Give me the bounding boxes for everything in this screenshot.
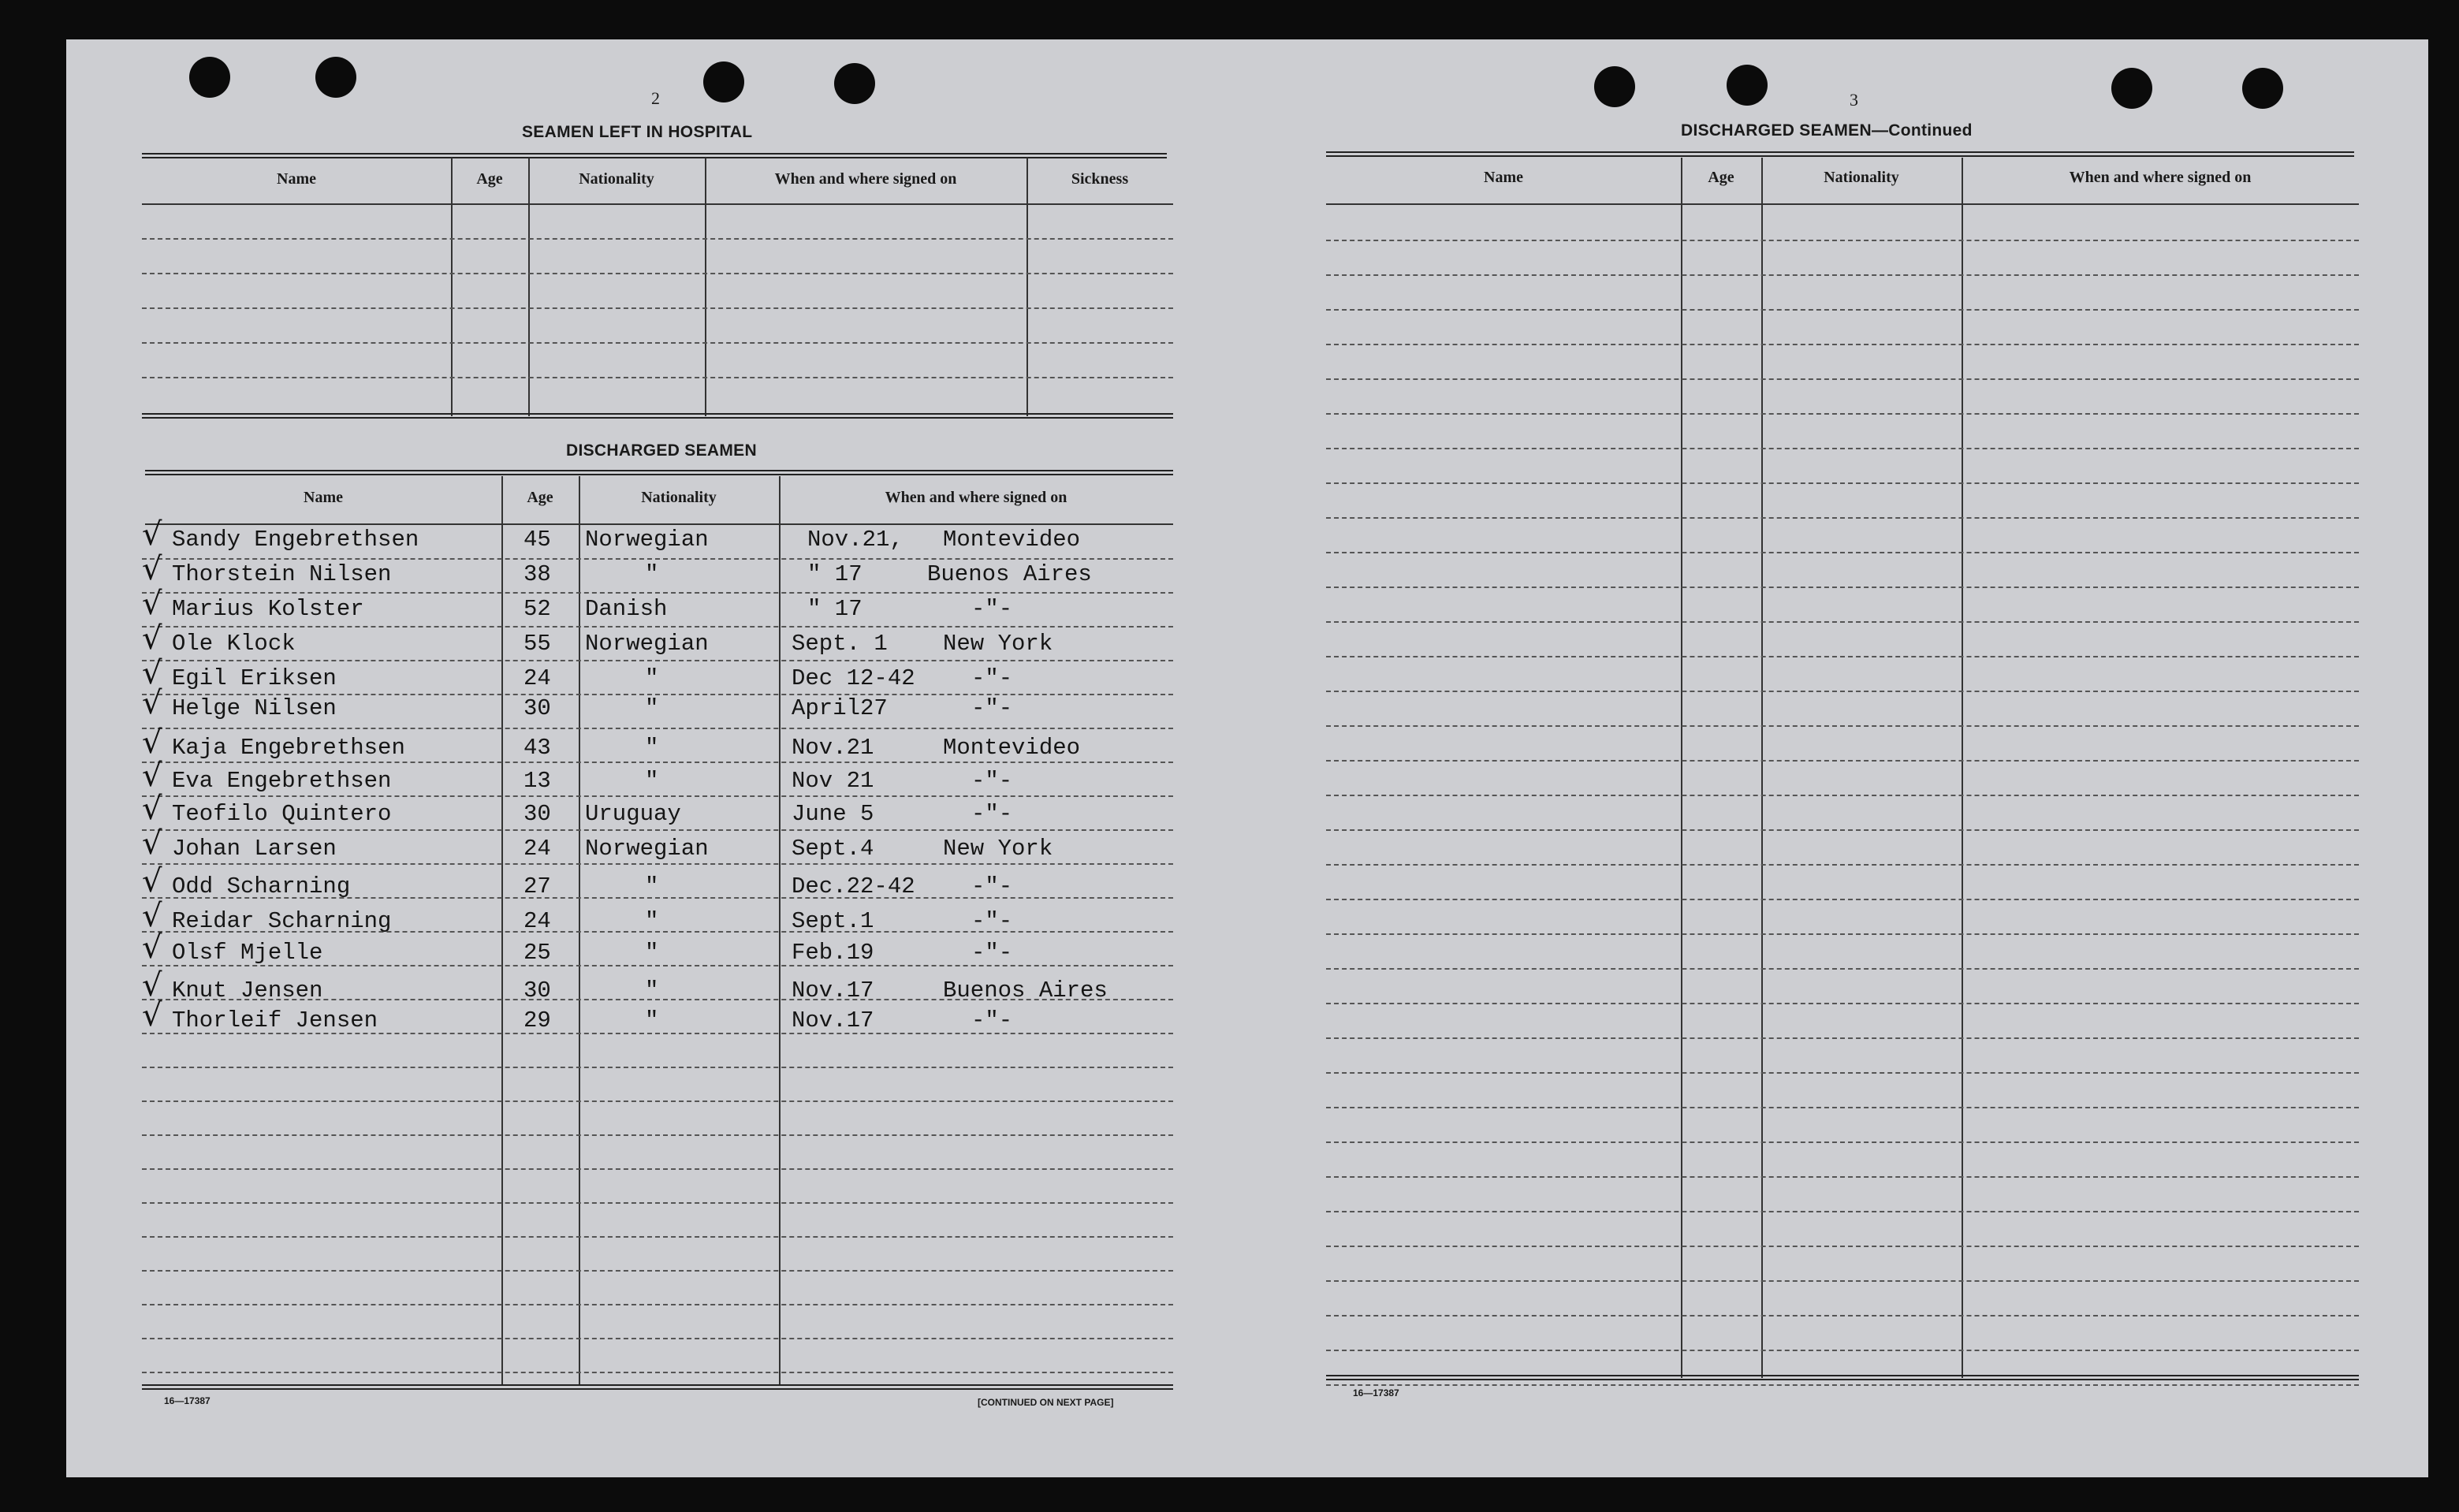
seaman-age: 13: [523, 768, 551, 794]
seaman-nationality: ": [645, 561, 659, 587]
seaman-nationality: ": [645, 1007, 659, 1033]
row-rule: [142, 863, 1173, 865]
column-header: When and where signed on: [885, 489, 1067, 506]
seaman-nationality: Uruguay: [585, 801, 681, 827]
seaman-age: 24: [523, 665, 551, 691]
signed-on-place: -"-: [971, 695, 1013, 721]
row-rule: [1326, 1037, 2359, 1039]
signed-on-date: Nov.21: [792, 735, 874, 761]
column-header: Age: [1708, 169, 1734, 186]
row-rule: [1326, 1384, 2359, 1386]
row-rule: [1326, 725, 2359, 727]
punch-hole: [2242, 68, 2283, 109]
row-rule: [1326, 552, 2359, 553]
column-header: Name: [1484, 169, 1523, 186]
row-rule: [142, 1134, 1173, 1136]
signed-on-place: Buenos Aires: [943, 978, 1108, 1004]
row-rule: [1326, 795, 2359, 796]
checkmark-icon: √: [142, 791, 162, 827]
table-bottom-rule: [1326, 1375, 2359, 1380]
seaman-nationality: ": [645, 735, 659, 761]
row-rule: [142, 1372, 1173, 1373]
row-rule: [142, 342, 1173, 344]
column-divider: [1761, 158, 1763, 1378]
signed-on-place: New York: [943, 631, 1053, 657]
row-rule: [1326, 1176, 2359, 1178]
checkmark-icon: √: [142, 863, 162, 899]
column-header: Age: [527, 489, 553, 506]
row-rule: [142, 1338, 1173, 1339]
signed-on-date: Feb.19: [792, 940, 874, 966]
punch-hole: [834, 63, 875, 104]
table-top-rule: [142, 153, 1167, 158]
seaman-name: Egil Eriksen: [172, 665, 337, 691]
column-divider: [579, 476, 580, 1384]
row-rule: [1326, 933, 2359, 935]
punch-hole: [189, 57, 230, 98]
continued-note: [CONTINUED ON NEXT PAGE]: [978, 1397, 1114, 1408]
signed-on-date: Dec.22-42: [792, 873, 915, 899]
discharged-continued-title: [1681, 121, 1973, 140]
column-header: Nationality: [579, 170, 654, 188]
signed-on-date: Sept.1: [792, 908, 874, 934]
seaman-name: Odd Scharning: [172, 873, 351, 899]
signed-on-date: June 5: [792, 801, 874, 827]
punch-hole: [1727, 65, 1768, 106]
title-suffix: —Continued: [1871, 121, 1973, 140]
row-rule: [1326, 1246, 2359, 1247]
seaman-nationality: Norwegian: [585, 631, 709, 657]
row-rule: [142, 660, 1173, 661]
punch-hole: [315, 57, 356, 98]
column-header: Nationality: [1824, 169, 1899, 186]
signed-on-date: " 17: [807, 596, 863, 622]
checkmark-icon: √: [142, 551, 162, 587]
row-rule: [142, 592, 1173, 594]
signed-on-place: -"-: [971, 873, 1013, 899]
signed-on-date: Nov 21: [792, 768, 874, 794]
row-rule: [1326, 587, 2359, 588]
seaman-nationality: ": [645, 768, 659, 794]
column-header: When and where signed on: [2069, 169, 2252, 186]
signed-on-place: -"-: [971, 801, 1013, 827]
row-rule: [142, 1100, 1173, 1102]
table-header-rule: [142, 203, 1173, 205]
row-rule: [1326, 344, 2359, 345]
seaman-nationality: ": [645, 665, 659, 691]
table-header-rule: [145, 523, 1173, 525]
signed-on-date: Nov.17: [792, 1007, 874, 1033]
checkmark-icon: √: [142, 929, 162, 966]
row-rule: [142, 1270, 1173, 1272]
seaman-age: 45: [523, 527, 551, 553]
checkmark-icon: √: [142, 516, 162, 553]
seaman-nationality: ": [645, 908, 659, 934]
checkmark-icon: √: [142, 997, 162, 1033]
row-rule: [1326, 899, 2359, 900]
row-rule: [1326, 482, 2359, 484]
row-rule: [1326, 1315, 2359, 1316]
seaman-nationality: Norwegian: [585, 836, 709, 862]
row-rule: [1326, 621, 2359, 623]
signed-on-date: Nov.17: [792, 978, 874, 1004]
checkmark-icon: √: [142, 758, 162, 794]
signed-on-date: Sept.4: [792, 836, 874, 862]
checkmark-icon: √: [142, 825, 162, 862]
signed-on-place: -"-: [971, 665, 1013, 691]
seaman-name: Reidar Scharning: [172, 908, 392, 934]
signed-on-date: " 17: [807, 561, 863, 587]
page-number: 2: [651, 88, 660, 108]
row-rule: [142, 795, 1173, 797]
punch-hole: [703, 61, 744, 102]
seaman-name: Knut Jensen: [172, 978, 323, 1004]
checkmark-icon: √: [142, 724, 162, 761]
seaman-nationality: Danish: [585, 596, 668, 622]
signed-on-place: -"-: [971, 1007, 1013, 1033]
row-rule: [1326, 829, 2359, 831]
row-rule: [1326, 1350, 2359, 1351]
row-rule: [142, 1304, 1173, 1305]
row-rule: [1326, 240, 2359, 241]
signed-on-place: Montevideo: [943, 527, 1081, 553]
seaman-name: Helge Nilsen: [172, 695, 337, 721]
checkmark-icon: √: [142, 967, 162, 1004]
form-number: 16—17387: [1353, 1387, 1399, 1398]
column-header: Sickness: [1071, 170, 1129, 188]
seaman-age: 30: [523, 695, 551, 721]
seaman-nationality: ": [645, 940, 659, 966]
row-rule: [1326, 864, 2359, 866]
signed-on-place: -"-: [971, 940, 1013, 966]
row-rule: [142, 1202, 1173, 1204]
seaman-age: 25: [523, 940, 551, 966]
checkmark-icon: √: [142, 898, 162, 934]
row-rule: [1326, 656, 2359, 657]
seaman-age: 24: [523, 908, 551, 934]
seaman-age: 43: [523, 735, 551, 761]
page-number: 3: [1850, 90, 1858, 110]
row-rule: [1326, 413, 2359, 415]
signed-on-date: Dec 12-42: [792, 665, 915, 691]
row-rule: [1326, 968, 2359, 970]
row-rule: [1326, 760, 2359, 762]
signed-on-place: Buenos Aires: [927, 561, 1092, 587]
row-rule: [142, 1067, 1173, 1068]
row-rule: [1326, 1003, 2359, 1004]
seaman-age: 27: [523, 873, 551, 899]
row-rule: [142, 1236, 1173, 1238]
checkmark-icon: √: [142, 655, 162, 691]
row-rule: [1326, 448, 2359, 449]
row-rule: [1326, 378, 2359, 380]
seaman-name: Teofilo Quintero: [172, 801, 392, 827]
row-rule: [142, 626, 1173, 628]
signed-on-place: -"-: [971, 596, 1013, 622]
document-sheet: [66, 39, 2428, 1477]
table-top-rule: [1326, 151, 2354, 157]
discharged-section-title: DISCHARGED SEAMEN: [566, 441, 757, 460]
seaman-age: 55: [523, 631, 551, 657]
signed-on-place: -"-: [971, 768, 1013, 794]
seaman-name: Thorstein Nilsen: [172, 561, 392, 587]
row-rule: [1326, 274, 2359, 276]
seaman-age: 38: [523, 561, 551, 587]
seaman-age: 30: [523, 801, 551, 827]
row-rule: [142, 377, 1173, 378]
seaman-name: Thorleif Jensen: [172, 1007, 378, 1033]
seaman-age: 29: [523, 1007, 551, 1033]
table-top-rule: [145, 470, 1173, 475]
table-bottom-rule: [142, 1384, 1173, 1390]
row-rule: [1326, 309, 2359, 311]
seaman-nationality: Norwegian: [585, 527, 709, 553]
row-rule: [1326, 1211, 2359, 1212]
checkmark-icon: √: [142, 586, 162, 622]
column-divider: [501, 476, 503, 1384]
signed-on-place: -"-: [971, 908, 1013, 934]
seaman-name: Johan Larsen: [172, 836, 337, 862]
table-bottom-rule: [142, 413, 1173, 419]
row-rule: [1326, 1107, 2359, 1108]
column-divider: [1962, 158, 1963, 1378]
column-header: Age: [476, 170, 503, 188]
seaman-age: 52: [523, 596, 551, 622]
row-rule: [1326, 691, 2359, 692]
seaman-age: 24: [523, 836, 551, 862]
table-header-rule: [1326, 203, 2359, 205]
seaman-age: 30: [523, 978, 551, 1004]
column-header: When and where signed on: [774, 170, 957, 188]
signed-on-date: Sept. 1: [792, 631, 888, 657]
row-rule: [142, 307, 1173, 309]
seaman-nationality: ": [645, 873, 659, 899]
checkmark-icon: √: [142, 620, 162, 657]
title-main: DISCHARGED SEAMEN: [1681, 121, 1872, 140]
row-rule: [142, 728, 1173, 729]
punch-hole: [2111, 68, 2152, 109]
signed-on-place: New York: [943, 836, 1053, 862]
row-rule: [142, 238, 1173, 240]
punch-hole: [1594, 66, 1635, 107]
row-rule: [1326, 517, 2359, 519]
seaman-name: Sandy Engebrethsen: [172, 527, 419, 553]
signed-on-date: April27: [792, 695, 888, 721]
row-rule: [142, 1168, 1173, 1170]
column-divider: [1681, 158, 1682, 1378]
seaman-nationality: ": [645, 978, 659, 1004]
hospital-section-title: SEAMEN LEFT IN HOSPITAL: [522, 123, 753, 141]
row-rule: [1326, 1280, 2359, 1282]
column-header: Nationality: [641, 489, 717, 506]
signed-on-place: Montevideo: [943, 735, 1081, 761]
form-number: 16—17387: [164, 1395, 211, 1406]
signed-on-date: Nov.21,: [807, 527, 903, 553]
column-divider: [779, 476, 781, 1384]
checkmark-icon: √: [142, 685, 162, 721]
row-rule: [142, 558, 1173, 560]
seaman-name: Ole Klock: [172, 631, 296, 657]
seaman-name: Olsf Mjelle: [172, 940, 323, 966]
seaman-name: Marius Kolster: [172, 596, 364, 622]
row-rule: [1326, 1072, 2359, 1074]
row-rule: [142, 273, 1173, 274]
seaman-name: Eva Engebrethsen: [172, 768, 392, 794]
column-header: Name: [304, 489, 343, 506]
seaman-name: Kaja Engebrethsen: [172, 735, 405, 761]
seaman-nationality: ": [645, 695, 659, 721]
column-header: Name: [277, 170, 316, 188]
row-rule: [142, 829, 1173, 831]
row-rule: [142, 762, 1173, 763]
row-rule: [1326, 1141, 2359, 1143]
